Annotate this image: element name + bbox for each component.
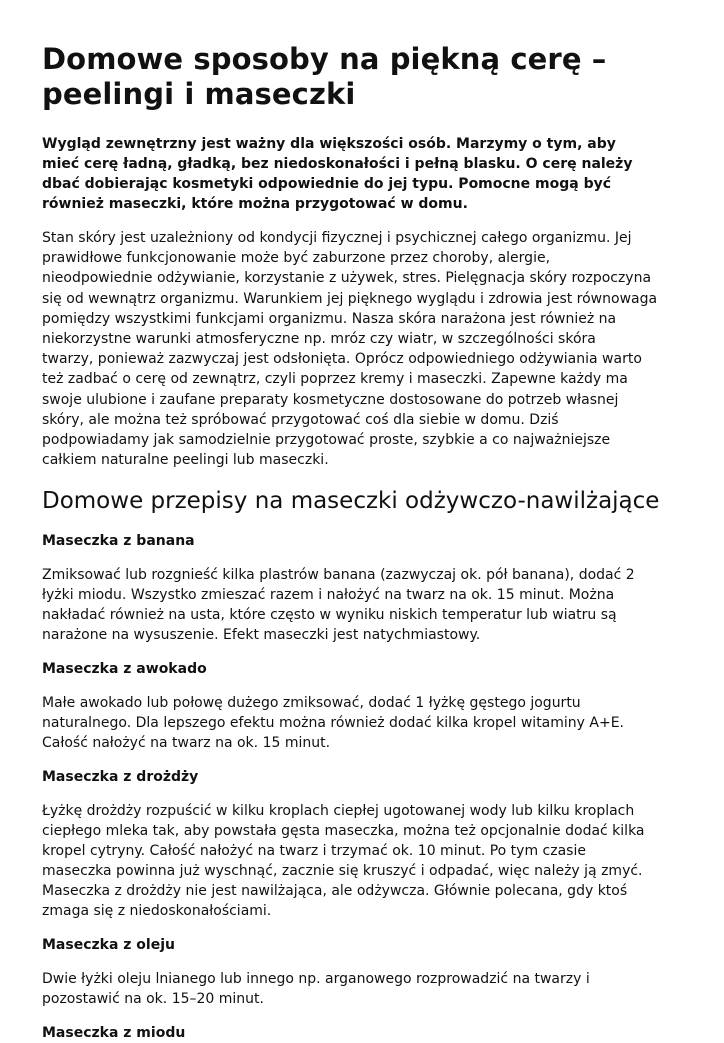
lead-line: dbać dobierając kosmetyki odpowiednie do jej typu. Pomocne mogą być [42, 176, 612, 192]
intro-line: całkiem naturalne peelingi lub maseczki. [42, 452, 329, 469]
recipe-heading: Maseczka z miodu [42, 1025, 186, 1042]
lead-line: mieć cerę ładną, gładką, bez niedoskonałości i pełną blasku. O cerę należy [42, 156, 633, 172]
recipe-line: narażone na wysuszenie. Efekt maseczki jest natychmiastowy. [42, 627, 481, 644]
intro-paragraph [42, 228, 684, 470]
recipe-line: łyżki miodu. Wszystko zmieszać razem i nałożyć na twarz na ok. 15 minut. Można [42, 587, 615, 604]
intro-line: nieodpowiednie odżywianie, korzystanie z używek, stres. Pielęgnacja skóry rozpoczyna [42, 270, 652, 287]
intro-line: pomiędzy wszystkimi funkcjami organizmu. Nasza skóra narażona jest również na [42, 310, 617, 327]
section-heading: Domowe przepisy na maseczki odżywczo-nawilżające [42, 488, 660, 515]
recipe-text [42, 801, 684, 921]
recipe-line: Zmiksować lub rozgnieść kilka plastrów banana (zazwyczaj ok. pół banana), dodać 2 [42, 567, 635, 584]
intro-line: prawidłowe funkcjonowanie może być zaburzone przez choroby, alergie, [42, 250, 551, 267]
intro-line: swoje ulubione i zaufane preparaty kosmetyczne dostosowane do potrzeb własnej [42, 391, 619, 408]
recipe-heading: Maseczka z banana [42, 533, 195, 550]
recipe-line: Dwie łyżki oleju lnianego lub innego np. arganowego rozprowadzić na twarzy i [42, 971, 590, 988]
recipe-line: Łyżkę drożdży rozpuścić w kilku kroplach ciepłej ugotowanej wody lub kilku kroplach [42, 803, 635, 820]
recipe-text [42, 969, 684, 1009]
recipe-line: nakładać również na usta, które często w wyniku niskich temperatur lub wiatru są [42, 607, 617, 624]
intro-line: skóry, ale można też spróbować przygotować coś dla siebie w domu. Dziś [42, 411, 559, 428]
recipe-line: maseczka powinna już wyschnąć, zacznie się kruszyć i odpadać, więc należy ją zmyć. [42, 863, 643, 880]
lead-line: również maseczki, które można przygotować w domu. [42, 196, 468, 212]
lead-line: Wygląd zewnętrzny jest ważny dla większości osób. Marzymy o tym, aby [42, 136, 616, 152]
recipe-line: kropel cytryny. Całość nałożyć na twarz i trzymać ok. 10 minut. Po tym czasie [42, 843, 586, 860]
recipe-heading: Maseczka z oleju [42, 937, 175, 954]
recipe-line: Całość nałożyć na twarz na ok. 15 minut. [42, 735, 331, 752]
recipe-heading: Maseczka z drożdży [42, 769, 199, 786]
recipe-line: pozostawić na ok. 15–20 minut. [42, 991, 264, 1008]
intro-line: podpowiadamy jak samodzielnie przygotować proste, szybkie a co najważniejsze [42, 432, 611, 449]
title-line: peelingi i maseczki [42, 77, 356, 111]
recipe-line: ciepłego mleka tak, aby powstała gęsta maseczka, można też opcjonalnie dodać kilka [42, 823, 645, 840]
recipe-line: Małe awokado lub połowę dużego zmiksować, dodać 1 łyżkę gęstego jogurtu [42, 695, 581, 712]
intro-line: się od wewnątrz organizmu. Warunkiem jej pięknego wyglądu i zdrowia jest równowaga [42, 290, 658, 307]
intro-line: Stan skóry jest uzależniony od kondycji fizycznej i psychicznej całego organizmu. Jej [42, 230, 632, 246]
recipe-text [42, 693, 684, 753]
recipe-line: naturalnego. Dla lepszego efektu można również dodać kilka kropel witaminy A+E. [42, 715, 624, 732]
recipe-line: Maseczka z drożdży nie jest nawilżająca, ale odżywcza. Głównie polecana, gdy ktoś [42, 883, 628, 900]
lead-paragraph [42, 134, 684, 214]
title-line: Domowe sposoby na piękną cerę – [42, 42, 607, 76]
recipe-heading: Maseczka z awokado [42, 661, 207, 678]
article-title [42, 42, 684, 112]
recipe-text [42, 565, 684, 645]
recipe-line: zmaga się z niedoskonałościami. [42, 903, 272, 920]
intro-line: niekorzystne warunki atmosferyczne np. mróz czy wiatr, w szczególności skóra [42, 331, 596, 348]
intro-line: też zadbać o cerę od zewnątrz, czyli poprzez kremy i maseczki. Zapewne każdy ma [42, 371, 628, 388]
intro-line: twarzy, ponieważ zazwyczaj jest odsłonięta. Oprócz odpowiedniego odżywiania warto [42, 351, 642, 368]
